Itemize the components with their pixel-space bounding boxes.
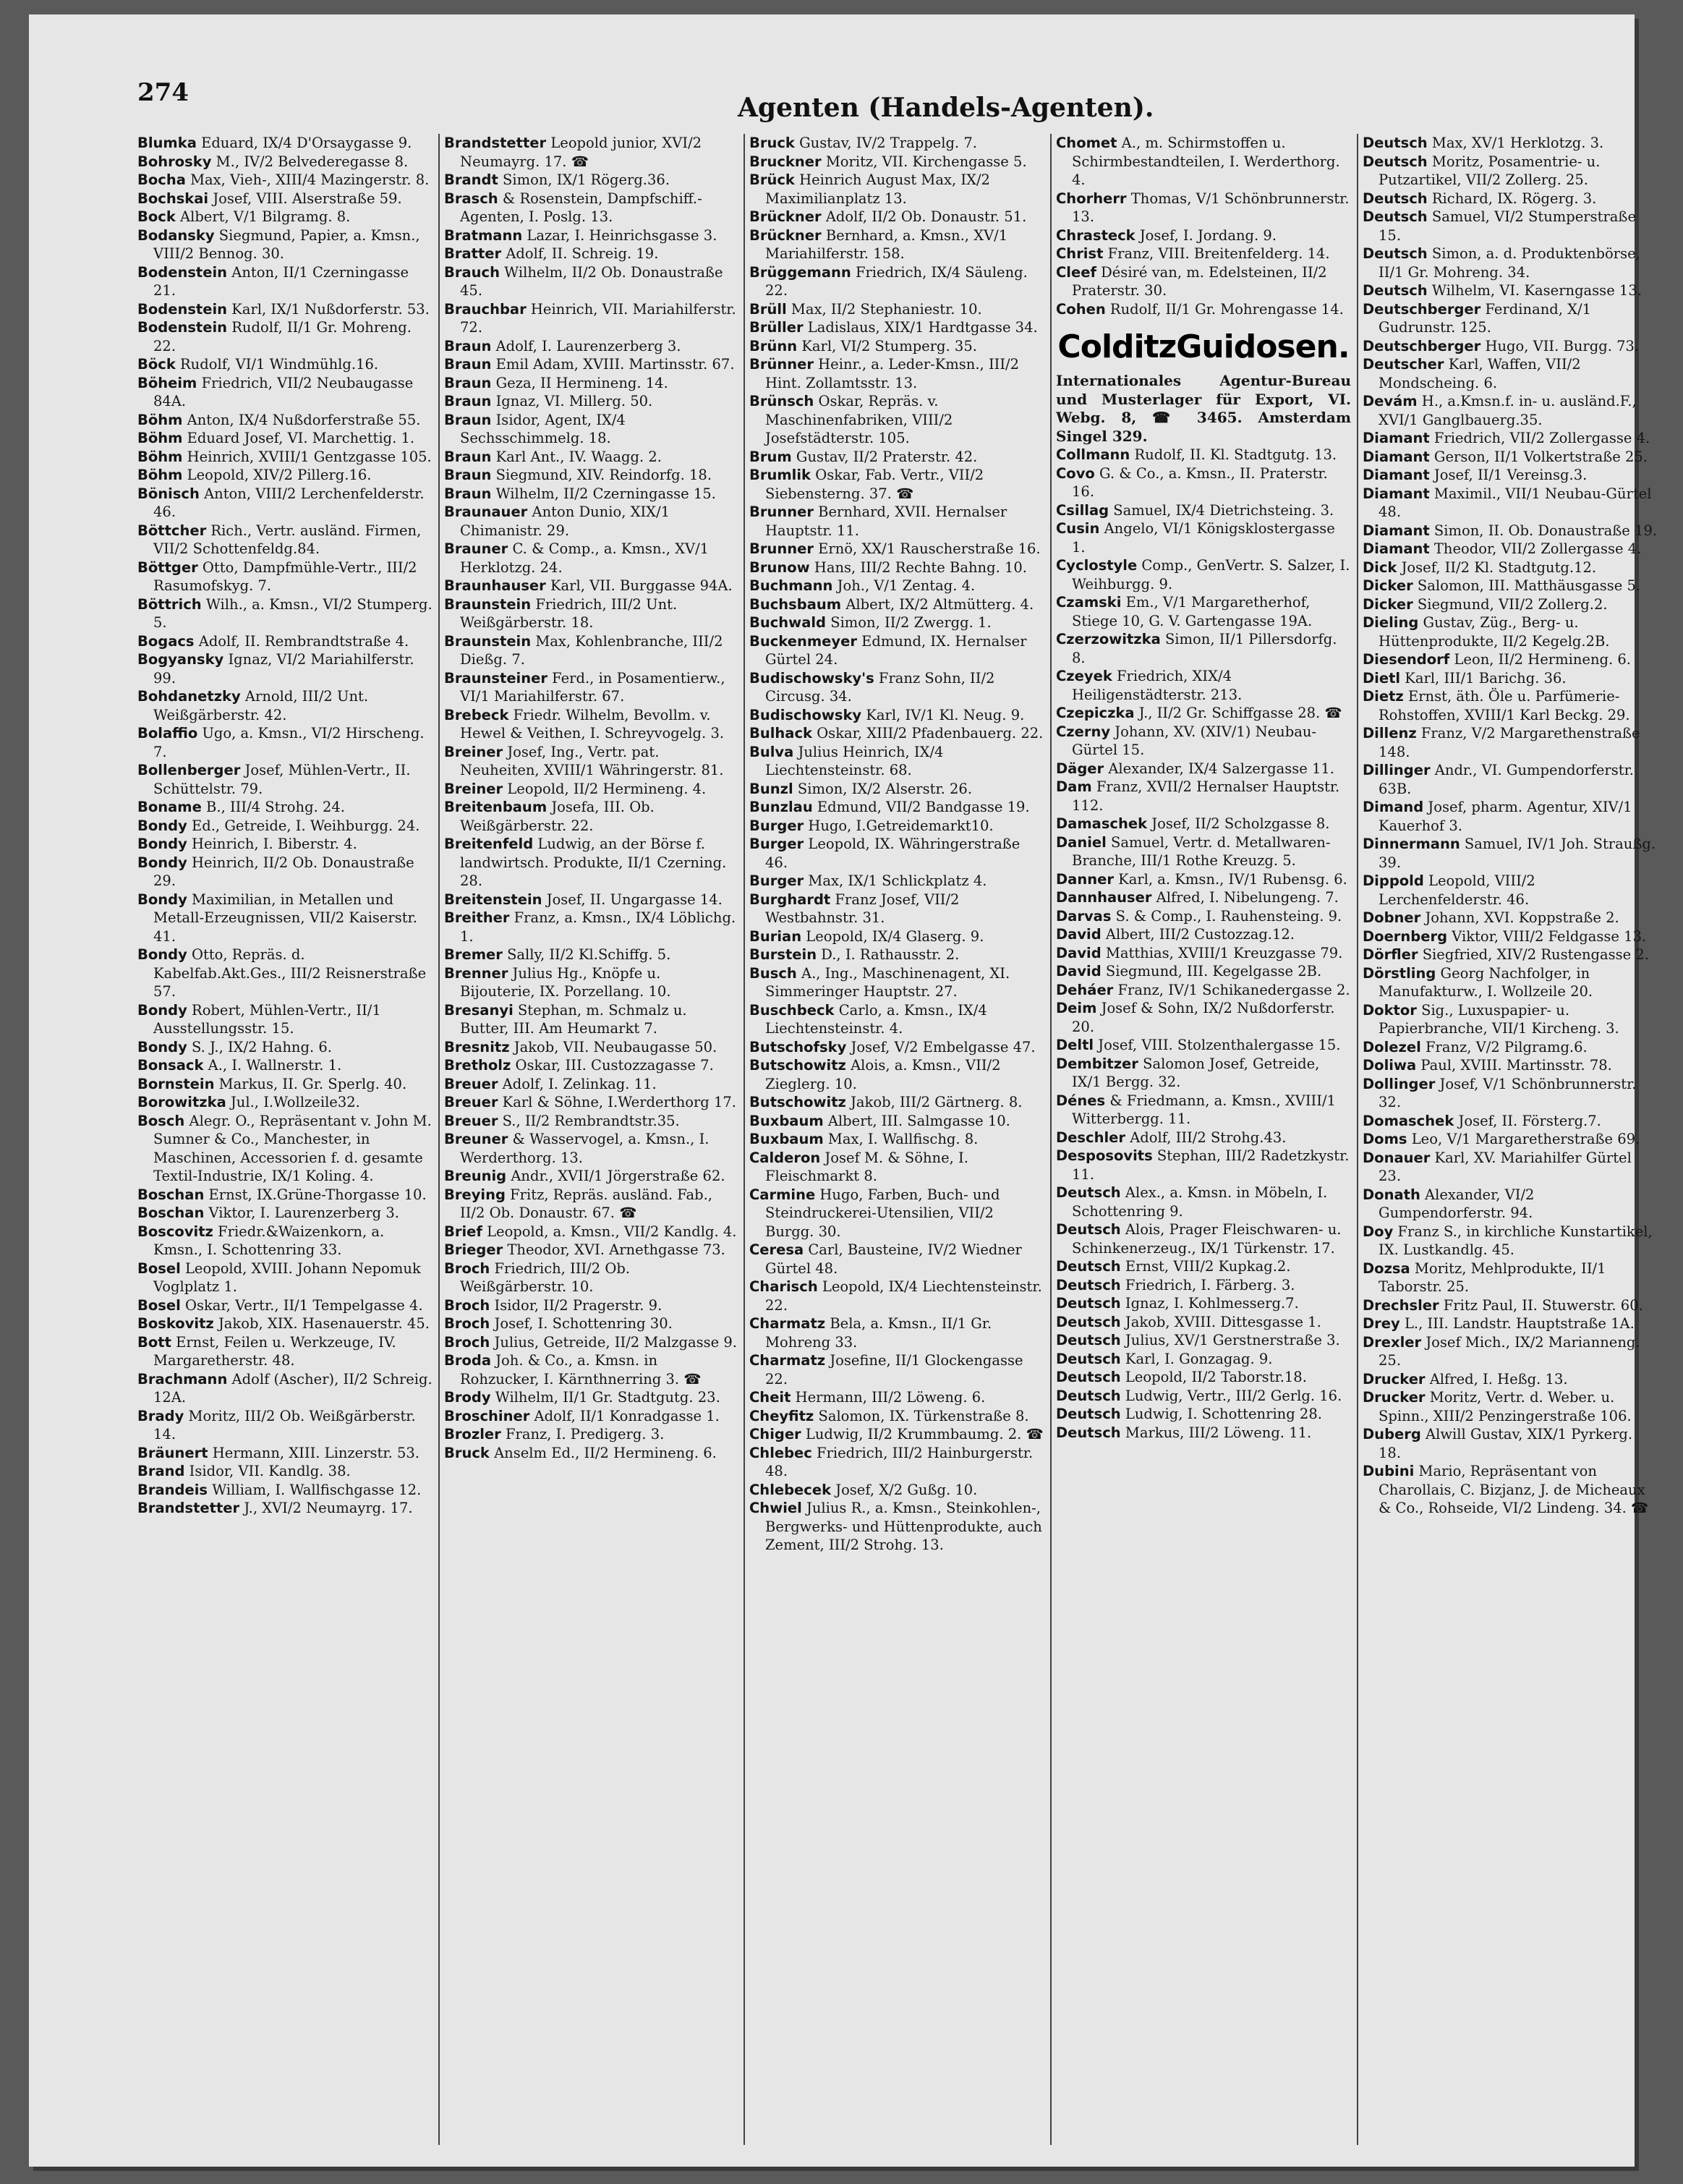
- directory-entry: Bruck Anselm Ed., II/2 Hermineng. 6.: [444, 1444, 717, 1461]
- directory-entry: Böhm Eduard Josef, VI. Marchettig. 1.: [137, 430, 415, 446]
- directory-entry: Deutsch Alex., a. Kmsn. in Möbeln, I. Schottenring 9.: [1056, 1184, 1328, 1220]
- directory-entry: Braun Adolf, I. Laurenzerberg 3.: [444, 337, 681, 354]
- directory-entry: Deháer Franz, IV/1 Schikanedergasse 2.: [1056, 981, 1350, 998]
- directory-entry: Breitenfeld Ludwig, an der Börse f. landwirtsch. Produkte, II/1 Czerning. 28.: [444, 836, 727, 889]
- column-3: [749, 134, 1044, 2152]
- directory-entry: Breiner Josef, Ing., Vertr. pat. Neuheiten, XVIII/1 Währingerstr. 81.: [444, 743, 724, 778]
- directory-entry: Breuer Adolf, I. Zelinkag. 11.: [444, 1075, 657, 1092]
- directory-entry: Boschan Ernst, IX.Grüne-Thorgasse 10.: [137, 1186, 427, 1203]
- column-1: [137, 134, 433, 2152]
- directory-entry: Brückner Bernhard, a. Kmsn., XV/1 Mariahilferstr. 158.: [749, 226, 1008, 262]
- directory-entry: Bodenstein Karl, IX/1 Nußdorferstr. 53.: [137, 300, 430, 318]
- directory-entry: Brünsch Oskar, Repräs. v. Maschinenfabriken, VIII/2 Josefstädterstr. 105.: [749, 393, 953, 446]
- directory-entry: Bocha Max, Vieh-, XIII/4 Mazingerstr. 8.: [137, 171, 430, 188]
- directory-entry: Brauner C. & Comp., a. Kmsn., XV/1 Herklotzg. 24.: [444, 540, 710, 576]
- directory-entry: Buxbaum Albert, III. Salmgasse 10.: [749, 1112, 1010, 1129]
- directory-entry: Braunauer Anton Dunio, XIX/1 Chimanistr. 29.: [444, 503, 670, 539]
- directory-entry: Dubini Mario, Repräsentant von Charollais, C. Bizjanz, J. de Micheaux & Co., Rohseide, VI/2 Lindeng. 34. ☎: [1363, 1463, 1649, 1516]
- directory-entry: Brody Wilhelm, II/1 Gr. Stadtgutg. 23.: [444, 1389, 720, 1406]
- directory-entry: Diamant Gerson, II/1 Volkertstraße 25.: [1363, 448, 1648, 465]
- directory-entry: Braunhauser Karl, VII. Burggasse 94A.: [444, 577, 733, 594]
- directory-entry: David Matthias, XVIII/1 Kreuzgasse 79.: [1056, 944, 1343, 961]
- directory-entry: Brandstetter J., XVI/2 Neumayrg. 17.: [137, 1500, 413, 1516]
- directory-entry: Diamant Maximil., VII/1 Neubau-Gürtel 48.: [1363, 485, 1652, 520]
- directory-entry: Böheim Friedrich, VII/2 Neubaugasse 84A.: [137, 374, 414, 409]
- directory-entry: Deutsch Max, XV/1 Herklotzg. 3.: [1363, 135, 1604, 151]
- directory-entry: Bodansky Siegmund, Papier, a. Kmsn., VIII/2 Bennog. 30.: [137, 226, 420, 262]
- directory-entry: Braun Siegmund, XIV. Reindorfg. 18.: [444, 467, 712, 483]
- page-title: Agenten (Handels-Agenten).: [738, 93, 1154, 123]
- directory-entry: Boscovitz Friedr.&Waizenkorn, a. Kmsn., I. Schottenring 33.: [137, 1223, 385, 1258]
- directory-entry: Charmatz Bela, a. Kmsn., II/1 Gr. Mohreng 33.: [749, 1315, 992, 1351]
- directory-entry: Doernberg Viktor, VIII/2 Feldgasse 13.: [1363, 927, 1647, 945]
- directory-entry: Ceresa Carl, Bausteine, IV/2 Wiedner Gürtel 48.: [749, 1241, 1022, 1277]
- directory-entry: Boskovitz Jakob, XIX. Hasenauerstr. 45.: [137, 1315, 430, 1332]
- directory-entry: Breiner Leopold, II/2 Hermineng. 4.: [444, 780, 707, 797]
- directory-entry: Bochskai Josef, VIII. Alserstraße 59.: [137, 190, 402, 207]
- directory-entry: Däger Alexander, IX/4 Salzergasse 11.: [1056, 760, 1334, 777]
- directory-entry: Braun Isidor, Agent, IX/4 Sechsschimmelg. 18.: [444, 411, 626, 446]
- directory-entry: Dam Franz, XVII/2 Hernalser Hauptstr. 112.: [1056, 778, 1340, 814]
- directory-entry: Deutsch Richard, IX. Rögerg. 3.: [1363, 190, 1597, 207]
- directory-entry: Chwiel Julius R., a. Kmsn., Steinkohlen-, Bergwerks- und Hüttenprodukte, auch Zement, III/2 Strohg. 13.: [749, 1500, 1042, 1553]
- directory-entry: Bonsack A., I. Wallnerstr. 1.: [137, 1057, 342, 1074]
- directory-entry: Dillinger Andr., VI. Gumpendorferstr. 63B.: [1363, 762, 1634, 797]
- directory-entry: Dolezel Franz, V/2 Pilgramg.6.: [1363, 1038, 1588, 1055]
- directory-entry: Brünn Karl, VI/2 Stumperg. 35.: [749, 337, 977, 354]
- directory-entry: Danner Karl, a. Kmsn., IV/1 Rubensg. 6.: [1056, 870, 1347, 888]
- directory-entry: Deutsch Ernst, VIII/2 Kupkag.2.: [1056, 1258, 1291, 1275]
- directory-entry: Bogyansky Ignaz, VI/2 Mariahilferstr. 99.: [137, 651, 414, 687]
- directory-entry: Chlebec Friedrich, III/2 Hainburgerstr. 48.: [749, 1444, 1034, 1479]
- directory-entry: Bondy Heinrich, II/2 Ob. Donaustraße 29.: [137, 854, 414, 889]
- directory-entry: Braun Ignaz, VI. Millerg. 50.: [444, 393, 653, 409]
- directory-entry: Bosel Leopold, XVIII. Johann Nepomuk Voglplatz 1.: [137, 1259, 421, 1295]
- directory-entry: Deutscher Karl, Waffen, VII/2 Mondscheing. 6.: [1363, 356, 1581, 391]
- directory-entry: Bondy Heinrich, I. Biberstr. 4.: [137, 836, 357, 852]
- directory-entry: Bratter Adolf, II. Schreig. 19.: [444, 245, 659, 262]
- directory-entry: Csillag Samuel, IX/4 Dietrichsteing. 3.: [1056, 501, 1334, 519]
- directory-entry: Chrasteck Josef, I. Jordang. 9.: [1056, 226, 1277, 244]
- directory-entry: Cheyfitz Salomon, IX. Türkenstraße 8.: [749, 1407, 1029, 1424]
- directory-entry: Burger Max, IX/1 Schlickplatz 4.: [749, 872, 987, 889]
- directory-entry: Czeyek Friedrich, XIX/4 Heiligenstädterstr. 213.: [1056, 668, 1243, 703]
- directory-entry: Deutsch Wilhelm, VI. Kaserngasse 13.: [1363, 282, 1642, 299]
- directory-entry: Deltl Josef, VIII. Stolzenthalergasse 15.: [1056, 1037, 1341, 1053]
- directory-entry: Deutsch Ludwig, I. Schottenring 28.: [1056, 1406, 1322, 1422]
- directory-entry: Braun Karl Ant., IV. Waagg. 2.: [444, 448, 662, 465]
- directory-entry: Calderon Josef M. & Söhne, I. Fleischmarkt 8.: [749, 1149, 968, 1184]
- directory-entry: Bohdanetzky Arnold, III/2 Unt. Weißgärberstr. 42.: [137, 688, 369, 723]
- directory-entry: Brozler Franz, I. Predigerg. 3.: [444, 1426, 665, 1442]
- directory-entry: Buchmann Joh., V/1 Zentag. 4.: [749, 577, 976, 594]
- directory-entry: Buchwald Simon, II/2 Zwergg. 1.: [749, 614, 992, 631]
- directory-entry: Brieger Theodor, XVI. Arnethgasse 73.: [444, 1241, 725, 1258]
- directory-columns: [137, 134, 1658, 2152]
- directory-entry: Chiger Ludwig, II/2 Krummbaumg. 2. ☎: [749, 1426, 1044, 1442]
- directory-entry: Dembitzer Salomon Josef, Getreide, IX/1 Bergg. 32.: [1056, 1055, 1320, 1090]
- directory-entry: Böhm Heinrich, XVIII/1 Gentzgasse 105.: [137, 448, 432, 465]
- directory-entry: Domaschek Josef, II. Försterg.7.: [1363, 1112, 1601, 1129]
- directory-entry: Doy Franz S., in kirchliche Kunstartikel, IX. Lustkandlg. 45.: [1363, 1223, 1653, 1258]
- directory-entry: Broch Josef, I. Schottenring 30.: [444, 1315, 673, 1332]
- directory-entry: David Siegmund, III. Kegelgasse 2B.: [1056, 963, 1322, 980]
- directory-entry: Cheit Hermann, III/2 Löweng. 6.: [749, 1389, 986, 1406]
- directory-entry: Cyclostyle Comp., GenVertr. S. Salzer, I. Weihburgg. 9.: [1056, 557, 1350, 592]
- directory-entry: Brunner Bernhard, XVII. Hernalser Hauptstr. 11.: [749, 503, 1007, 539]
- directory-entry: Bunzl Simon, IX/2 Alserstr. 26.: [749, 780, 973, 797]
- directory-entry: Bock Albert, V/1 Bilgramg. 8.: [137, 208, 351, 225]
- directory-entry: Dietl Karl, III/1 Barichg. 36.: [1363, 669, 1567, 687]
- directory-entry: Braun Emil Adam, XVIII. Martinsstr. 67.: [444, 356, 735, 373]
- page-number: 274: [137, 78, 189, 107]
- directory-entry: Breying Fritz, Repräs. ausländ. Fab., II/2 Ob. Donaustr. 67. ☎: [444, 1186, 713, 1221]
- directory-entry: Breitenstein Josef, II. Ungargasse 14.: [444, 891, 723, 908]
- directory-entry: Braun Geza, II Hermineng. 14.: [444, 374, 668, 391]
- column-divider: [1357, 134, 1358, 2145]
- directory-entry: Bunzlau Edmund, VII/2 Bandgasse 19.: [749, 799, 1030, 815]
- directory-entry: Brady Moritz, III/2 Ob. Weißgärberstr. 14.: [137, 1407, 416, 1442]
- directory-entry: Dietz Ernst, äth. Öle u. Parfümerie-Rohstoffen, XVIII/1 Karl Beckg. 29.: [1363, 688, 1630, 723]
- advert-text: Internationales Agentur-Bureau und Musterlager für Export, VI. Webg. 8, ☎ 3465. Amsterdam Singel 329.: [1056, 372, 1351, 445]
- directory-entry: Budischowsky's Franz Sohn, II/2 Circusg. 34.: [749, 669, 995, 705]
- directory-entry: Dieling Gustav, Züg., Berg- u. Hüttenprodukte, II/2 Kegelg.2B.: [1363, 614, 1610, 650]
- directory-entry: Drey L., III. Landstr. Hauptstraße 1A.: [1363, 1315, 1635, 1332]
- directory-entry: Deutsch Leopold, II/2 Taborstr.18.: [1056, 1369, 1307, 1385]
- directory-entry: Brandstetter Leopold junior, XVI/2 Neumayrg. 17. ☎: [444, 135, 702, 170]
- directory-entry: Carmine Hugo, Farben, Buch- und Steindruckerei-Utensilien, VII/2 Burgg. 30.: [749, 1186, 1000, 1240]
- directory-entry: Bönisch Anton, VIII/2 Lerchenfelderstr. 46.: [137, 485, 425, 520]
- directory-entry: Bollenberger Josef, Mühlen-Vertr., II. Schüttelstr. 79.: [137, 762, 411, 797]
- directory-entry: Burger Hugo, I.Getreidemarkt10.: [749, 817, 994, 834]
- directory-entry: Doliwa Paul, XVIII. Martinsstr. 78.: [1363, 1057, 1612, 1074]
- directory-entry: Chomet A., m. Schirmstoffen u. Schirmbestandteilen, I. Werderthorg. 4.: [1056, 135, 1340, 188]
- directory-page: [29, 14, 1658, 2167]
- directory-entry: Burghardt Franz Josef, VII/2 Westbahnstr. 31.: [749, 891, 960, 926]
- directory-entry: Bratmann Lazar, I. Heinrichsgasse 3.: [444, 226, 717, 244]
- directory-entry: Boname B., III/4 Strohg. 24.: [137, 799, 345, 815]
- directory-entry: Bulva Julius Heinrich, IX/4 Liechtensteinstr. 68.: [749, 743, 944, 778]
- directory-entry: Böttcher Rich., Vertr. ausländ. Firmen, VII/2 Schottenfeldg.84.: [137, 522, 422, 557]
- directory-entry: Broch Julius, Getreide, II/2 Malzgasse 9.: [444, 1333, 737, 1351]
- directory-entry: Bremer Sally, II/2 Kl.Schiffg. 5.: [444, 946, 671, 963]
- directory-entry: Diamant Josef, II/1 Vereinsg.3.: [1363, 467, 1588, 483]
- directory-entry: Cusin Angelo, VI/1 Königsklostergasse 1.: [1056, 520, 1335, 556]
- directory-entry: Borowitzka Jul., I.Wollzeile32.: [137, 1094, 360, 1110]
- directory-entry: Bretholz Oskar, III. Custozzagasse 7.: [444, 1057, 714, 1074]
- directory-entry: Bresanyi Stephan, m. Schmalz u. Butter, III. Am Heumarkt 7.: [444, 1001, 687, 1037]
- directory-entry: Brunow Hans, III/2 Rechte Bahng. 10.: [749, 558, 1027, 576]
- directory-entry: Brück Heinrich August Max, IX/2 Maximilianplatz 13.: [749, 171, 990, 207]
- directory-entry: Doms Leo, V/1 Margaretherstraße 69.: [1363, 1131, 1640, 1147]
- directory-entry: Deschler Adolf, III/2 Strohg.43.: [1056, 1129, 1287, 1146]
- directory-entry: Braunstein Friedrich, III/2 Unt. Weißgärberstr. 18.: [444, 595, 678, 631]
- column-4: [1056, 134, 1351, 2152]
- directory-entry: Bulhack Oskar, XIII/2 Pfadenbauerg. 22.: [749, 725, 1044, 742]
- directory-entry: Burstein D., I. Rathausstr. 2.: [749, 946, 960, 963]
- directory-entry: Dörstling Georg Nachfolger, in Manufakturw., I. Wollzeile 20.: [1363, 964, 1593, 1000]
- directory-entry: Brum Gustav, II/2 Praterstr. 42.: [749, 448, 978, 465]
- directory-entry: Desposovits Stephan, III/2 Radetzkystr. 11.: [1056, 1147, 1350, 1183]
- directory-entry: Bondy Ed., Getreide, I. Weihburgg. 24.: [137, 817, 420, 834]
- directory-entry: Czepiczka J., II/2 Gr. Schiffgasse 28. ☎: [1056, 705, 1342, 721]
- directory-entry: Deutsch Samuel, VI/2 Stumperstraße 15.: [1363, 208, 1636, 244]
- directory-entry: Böck Rudolf, VI/1 Windmühlg.16.: [137, 356, 379, 373]
- directory-entry: Bohrosky M., IV/2 Belvederegasse 8.: [137, 153, 409, 170]
- directory-entry: Deutsch Ludwig, Vertr., III/2 Gerlg. 16.: [1056, 1387, 1342, 1404]
- directory-entry: Breuer S., II/2 Rembrandtstr.35.: [444, 1112, 680, 1129]
- directory-entry: Böttrich Wilh., a. Kmsn., VI/2 Stumperg. 5.: [137, 595, 433, 631]
- directory-entry: Butschofsky Josef, V/2 Embelgasse 47.: [749, 1038, 1036, 1055]
- directory-entry: Deutschberger Ferdinand, X/1 Gudrunstr. 125.: [1363, 300, 1591, 336]
- directory-entry: Bogacs Adolf, II. Rembrandtstraße 4.: [137, 632, 409, 650]
- directory-entry: Brasch & Rosenstein, Dampfschiff.-Agenten, I. Poslg. 13.: [444, 190, 702, 225]
- directory-entry: Dörfler Siegfried, XIV/2 Rustengasse 2.: [1363, 946, 1650, 963]
- directory-entry: Brandt Simon, IX/1 Rögerg.36.: [444, 171, 670, 188]
- directory-entry: Bodenstein Anton, II/1 Czerningasse 21.: [137, 263, 409, 299]
- directory-entry: Brand Isidor, VII. Kandlg. 38.: [137, 1463, 351, 1479]
- directory-entry: Buchsbaum Albert, IX/2 Altmütterg. 4.: [749, 595, 1034, 613]
- directory-entry: Donath Alexander, VI/2 Gumpendorferstr. 94.: [1363, 1186, 1535, 1221]
- directory-entry: Donauer Karl, XV. Mariahilfer Gürtel 23.: [1363, 1149, 1632, 1184]
- directory-entry: Buschbeck Carlo, a. Kmsn., IX/4 Liechtensteinstr. 4.: [749, 1001, 987, 1037]
- directory-entry: Braunstein Max, Kohlenbranche, III/2 Dießg. 7.: [444, 632, 723, 668]
- directory-entry: David Albert, III/2 Custozzag.12.: [1056, 926, 1295, 943]
- directory-entry: Deutsch Simon, a. d. Produktenbörse, II/1 Gr. Mohreng. 34.: [1363, 245, 1640, 281]
- directory-entry: Breuer Karl & Söhne, I.Werderthorg 17.: [444, 1094, 737, 1110]
- directory-entry: Diamant Theodor, VII/2 Zollergasse 4.: [1363, 540, 1642, 557]
- directory-entry: Brandeis William, I. Wallfischgasse 12.: [137, 1481, 422, 1498]
- directory-entry: Dinnermann Samuel, IV/1 Joh. Straußg. 39.: [1363, 836, 1656, 871]
- directory-entry: Brachmann Adolf (Ascher), II/2 Schreig. 12A.: [137, 1370, 433, 1406]
- directory-entry: Bruck Gustav, IV/2 Trappelg. 7.: [749, 135, 977, 151]
- directory-entry: Brüller Ladislaus, XIX/1 Hardtgasse 34.: [749, 319, 1038, 336]
- directory-entry: Deutsch Jakob, XVIII. Dittesgasse 1.: [1056, 1313, 1321, 1330]
- directory-entry: Chorherr Thomas, V/1 Schönbrunnerstr. 13.: [1056, 190, 1350, 225]
- directory-entry: Brenner Julius Hg., Knöpfe u. Bijouterie, IX. Porzellang. 10.: [444, 964, 671, 1000]
- directory-entry: Collmann Rudolf, II. Kl. Stadtgutg. 13.: [1056, 446, 1337, 463]
- directory-entry: Bornstein Markus, II. Gr. Sperlg. 40.: [137, 1075, 407, 1092]
- directory-entry: Busch A., Ing., Maschinenagent, XI. Simmeringer Hauptstr. 27.: [749, 964, 1010, 1000]
- directory-entry: Brumlik Oskar, Fab. Vertr., VII/2 Siebensterng. 37. ☎: [749, 467, 984, 502]
- directory-entry: Darvas S. & Comp., I. Rauhensteing. 9.: [1056, 907, 1342, 925]
- column-2: [444, 134, 739, 2152]
- directory-entry: Dénes & Friedmann, a. Kmsn., XVIII/1 Witterbergg. 11.: [1056, 1092, 1336, 1127]
- directory-entry: Czerny Johann, XV. (XIV/1) Neubau-Gürtel 15.: [1056, 723, 1316, 758]
- directory-entry: Drexler Josef Mich., IX/2 Marianneng. 25.: [1363, 1333, 1640, 1369]
- directory-entry: Cleef Désiré van, m. Edelsteinen, II/2 Praterstr. 30.: [1056, 263, 1327, 299]
- directory-entry: Deutsch Karl, I. Gonzagag. 9.: [1056, 1350, 1273, 1367]
- directory-entry: Charisch Leopold, IX/4 Liechtensteinstr. 22.: [749, 1278, 1042, 1314]
- directory-entry: Breuner & Wasservogel, a. Kmsn., I. Werderthorg. 13.: [444, 1131, 710, 1166]
- directory-entry: Burger Leopold, IX. Währingerstraße 46.: [749, 836, 1021, 871]
- directory-entry: Daniel Samuel, Vertr. d. Metallwaren-Branche, III/1 Rothe Kreuzg. 5.: [1056, 833, 1331, 869]
- directory-entry: Deutsch Ignaz, I. Kohlmesserg.7.: [1056, 1295, 1299, 1312]
- directory-entry: Dozsa Moritz, Mehlprodukte, II/1 Taborstr. 25.: [1363, 1259, 1606, 1295]
- directory-entry: Dobner Johann, XVI. Koppstraße 2.: [1363, 909, 1619, 926]
- directory-entry: Butschowitz Jakob, III/2 Gärtnerg. 8.: [749, 1094, 1023, 1110]
- directory-entry: Bosel Oskar, Vertr., II/1 Tempelgasse 4.: [137, 1296, 423, 1314]
- directory-entry: Duberg Alwill Gustav, XIX/1 Pyrkerg. 18.: [1363, 1426, 1633, 1461]
- directory-entry: Bosch Alegr. O., Repräsentant v. John M. Sumner & Co., Manchester, in Maschinen, Accessorien f. d. gesamte Textil-Industrie, IX/1 Koling. 4.: [137, 1112, 432, 1184]
- directory-entry: Bodenstein Rudolf, II/1 Gr. Mohreng. 22.: [137, 319, 412, 354]
- directory-entry: Broda Joh. & Co., a. Kmsn. in Rohzucker, I. Kärnthnerring 3. ☎: [444, 1352, 702, 1388]
- directory-entry: Deutschberger Hugo, VII. Burgg. 73.: [1363, 337, 1640, 354]
- directory-entry: Devám H., a.Kmsn.f. in- u. ausländ.F., XVI/1 Ganglbauerg.35.: [1363, 393, 1637, 428]
- directory-entry: Dimand Josef, pharm. Agentur, XIV/1 Kauerhof 3.: [1363, 799, 1632, 834]
- directory-entry: Blumka Eduard, IX/4 D'Orsaygasse 9.: [137, 135, 412, 151]
- directory-entry: Bruckner Moritz, VII. Kirchengasse 5.: [749, 153, 1027, 170]
- directory-entry: Diesendorf Leon, II/2 Hermineng. 6.: [1363, 651, 1631, 668]
- directory-entry: Brückner Adolf, II/2 Ob. Donaustr. 51.: [749, 208, 1027, 225]
- directory-entry: Charmatz Josefine, II/1 Glockengasse 22.: [749, 1352, 1023, 1388]
- directory-entry: Böttger Otto, Dampfmühle-Vertr., III/2 Rasumofskyg. 7.: [137, 558, 417, 594]
- directory-entry: Böhm Anton, IX/4 Nußdorferstraße 55.: [137, 411, 421, 428]
- directory-entry: Czamski Em., V/1 Margaretherhof, Stiege 10, G. V. Gartengasse 19A.: [1056, 594, 1313, 629]
- directory-entry: Brebeck Friedr. Wilhelm, Bevollm. v. Hewel & Veithen, I. Schreyvogelg. 3.: [444, 706, 725, 742]
- directory-entry: Brüggemann Friedrich, IX/4 Säuleng. 22.: [749, 263, 1028, 299]
- directory-entry: Dollinger Josef, V/1 Schönbrunnerstr. 32.: [1363, 1075, 1637, 1110]
- directory-entry: Diamant Friedrich, VII/2 Zollergasse 4.: [1363, 430, 1650, 446]
- column-divider: [1050, 134, 1052, 2145]
- column-divider: [438, 134, 440, 2145]
- directory-entry: Bott Ernst, Feilen u. Werkzeuge, IV. Margaretherstr. 48.: [137, 1333, 396, 1369]
- directory-entry: Buckenmeyer Edmund, IX. Hernalser Gürtel 24.: [749, 632, 1027, 668]
- directory-entry: Dannhauser Alfred, I. Nibelungeng. 7.: [1056, 889, 1339, 906]
- advert-headline: ColditzGuidosen.: [1057, 328, 1350, 365]
- directory-entry: Burian Leopold, IX/4 Glaserg. 9.: [749, 927, 984, 945]
- directory-entry: Broschiner Adolf, II/1 Konradgasse 1.: [444, 1407, 720, 1424]
- directory-entry: Doktor Sig., Luxuspapier- u. Papierbranche, VII/1 Kircheng. 3.: [1363, 1001, 1619, 1037]
- directory-entry: Bondy Maximilian, in Metallen und Metall-Erzeugnissen, VII/2 Kaiserstr. 41.: [137, 891, 417, 945]
- directory-entry: Bräunert Hermann, XIII. Linzerstr. 53.: [137, 1444, 419, 1461]
- directory-entry: Broch Friedrich, III/2 Ob. Weißgärberstr. 10.: [444, 1259, 631, 1295]
- directory-entry: Deutsch Alois, Prager Fleischwaren- u. Schinkenerzeug., IX/1 Türkenstr. 17.: [1056, 1221, 1342, 1257]
- column-5: [1363, 134, 1658, 2152]
- directory-entry: Deutsch Friedrich, I. Färberg. 3.: [1056, 1276, 1295, 1293]
- directory-entry: Bolaffio Ugo, a. Kmsn., VI/2 Hirscheng. 7.: [137, 725, 425, 760]
- directory-entry: Damaschek Josef, II/2 Scholzgasse 8.: [1056, 815, 1330, 832]
- directory-entry: Deutsch Julius, XV/1 Gerstnerstraße 3.: [1056, 1332, 1340, 1348]
- directory-entry: Brauch Wilhelm, II/2 Ob. Donaustraße 45.: [444, 263, 723, 299]
- directory-entry: Braunsteiner Ferd., in Posamentierw., VI/1 Mariahilferstr. 67.: [444, 669, 725, 705]
- directory-entry: Broch Isidor, II/2 Pragerstr. 9.: [444, 1296, 662, 1314]
- directory-entry: Diamant Simon, II. Ob. Donaustraße 19.: [1363, 522, 1658, 539]
- directory-entry: Czerzowitzka Simon, II/1 Pillersdorfg. 8.: [1056, 631, 1337, 666]
- column-divider: [743, 134, 745, 2145]
- directory-entry: Bresnitz Jakob, VII. Neubaugasse 50.: [444, 1038, 717, 1055]
- directory-entry: Breitenbaum Josefa, III. Ob. Weißgärberstr. 22.: [444, 799, 655, 834]
- directory-entry: Dippold Leopold, VIII/2 Lerchenfelderstr. 46.: [1363, 872, 1535, 908]
- directory-entry: Deutsch Moritz, Posamentrie- u. Putzartikel, VII/2 Zollerg. 25.: [1363, 153, 1601, 188]
- directory-entry: Dick Josef, II/2 Kl. Stadtgutg.12.: [1363, 558, 1597, 576]
- directory-entry: Bondy Robert, Mühlen-Vertr., II/1 Ausstellungsstr. 15.: [137, 1001, 381, 1037]
- directory-entry: Dicker Siegmund, VII/2 Zollerg.2.: [1363, 595, 1608, 613]
- directory-entry: Christ Franz, VIII. Breitenfelderg. 14.: [1056, 245, 1330, 262]
- directory-entry: Drechsler Fritz Paul, II. Stuwerstr. 60.: [1363, 1296, 1643, 1314]
- directory-entry: Braun Wilhelm, II/2 Czerningasse 15.: [444, 485, 716, 502]
- directory-entry: Breither Franz, a. Kmsn., IX/4 Löblichg. 1.: [444, 909, 736, 945]
- directory-entry: Butschowitz Alois, a. Kmsn., VII/2 Zieglerg. 10.: [749, 1057, 1001, 1092]
- directory-entry: Brunner Ernö, XX/1 Rauscherstraße 16.: [749, 540, 1041, 557]
- directory-entry: Dicker Salomon, III. Matthäusgasse 5.: [1363, 577, 1641, 594]
- directory-entry: Covo G. & Co., a. Kmsn., II. Praterstr. 16.: [1056, 464, 1328, 500]
- directory-entry: Brünner Heinr., a. Leder-Kmsn., III/2 Hint. Zollamtsstr. 13.: [749, 356, 1020, 391]
- directory-entry: Chlebecek Josef, X/2 Gußg. 10.: [749, 1481, 978, 1498]
- directory-entry: Dillenz Franz, V/2 Margarethenstraße 148.: [1363, 725, 1640, 760]
- directory-entry: Deutsch Markus, III/2 Löweng. 11.: [1056, 1424, 1312, 1441]
- directory-entry: Brief Leopold, a. Kmsn., VII/2 Kandlg. 4.: [444, 1223, 737, 1240]
- directory-entry: Drucker Moritz, Vertr. d. Weber. u. Spinn., XIII/2 Penzingerstraße 106.: [1363, 1389, 1632, 1424]
- directory-entry: Buxbaum Max, I. Wallfischg. 8.: [749, 1131, 979, 1147]
- directory-entry: Brauchbar Heinrich, VII. Mariahilferstr. 72.: [444, 300, 736, 336]
- directory-entry: Bondy S. J., IX/2 Hahng. 6.: [137, 1038, 332, 1055]
- directory-entry: Cohen Rudolf, II/1 Gr. Mohrengasse 14.: [1056, 300, 1344, 318]
- directory-entry: Boschan Viktor, I. Laurenzerberg 3.: [137, 1204, 399, 1221]
- directory-entry: Brüll Max, II/2 Stephaniestr. 10.: [749, 300, 982, 318]
- directory-entry: Bondy Otto, Repräs. d. Kabelfab.Akt.Ges., III/2 Reisnerstraße 57.: [137, 946, 427, 1000]
- directory-entry: Budischowsky Karl, IV/1 Kl. Neug. 9.: [749, 706, 1025, 723]
- directory-entry: Böhm Leopold, XIV/2 Pillerg.16.: [137, 467, 372, 483]
- directory-entry: Breunig Andr., XVII/1 Jörgerstraße 62.: [444, 1168, 725, 1184]
- directory-entry: Drucker Alfred, I. Heßg. 13.: [1363, 1370, 1568, 1388]
- directory-entry: Deim Josef & Sohn, IX/2 Nußdorferstr. 20.: [1056, 1000, 1335, 1035]
